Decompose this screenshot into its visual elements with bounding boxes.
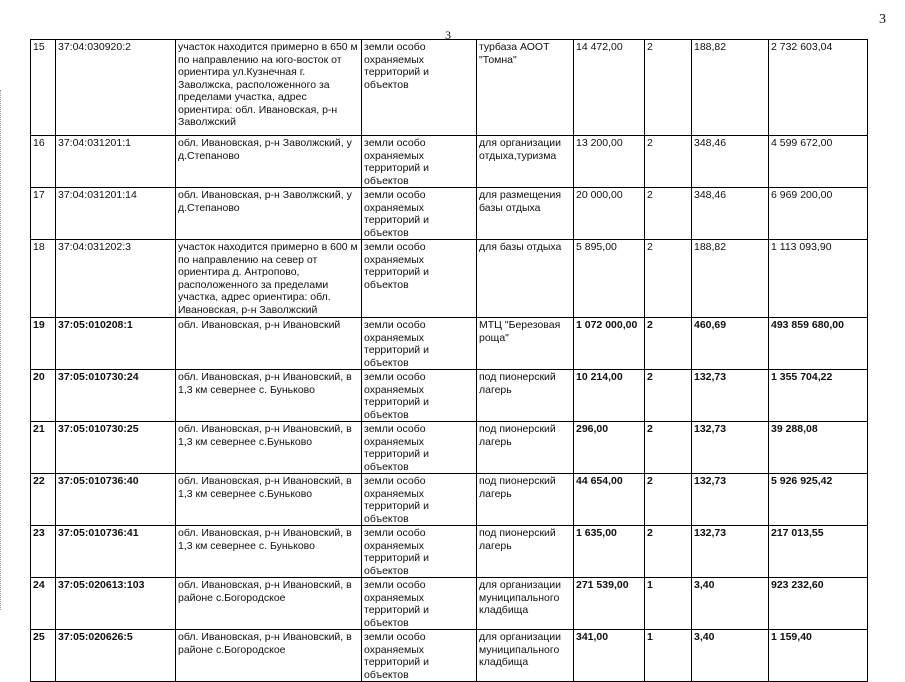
page-number-corner: 3 xyxy=(879,12,886,27)
cadastral-value: 1 113 093,90 xyxy=(769,240,868,318)
location: обл. Ивановская, р-н Ивановский, в 1,3 км севернее с.Буньково xyxy=(176,474,362,526)
location: обл. Ивановская, р-н Ивановский, в 1,3 км севернее с. Буньково xyxy=(176,370,362,422)
cadastral-value: 493 859 680,00 xyxy=(769,318,868,370)
row-number: 22 xyxy=(31,474,56,526)
permitted-use: под пионерский лагерь xyxy=(477,422,574,474)
area: 20 000,00 xyxy=(574,188,645,240)
area: 5 895,00 xyxy=(574,240,645,318)
area: 1 072 000,00 xyxy=(574,318,645,370)
table-row xyxy=(31,474,868,526)
cadastral-value: 2 732 603,04 xyxy=(769,40,868,136)
permitted-use: под пионерский лагерь xyxy=(477,526,574,578)
row-number: 20 xyxy=(31,370,56,422)
table-row xyxy=(31,578,868,630)
area: 10 214,00 xyxy=(574,370,645,422)
scan-margin-artifact xyxy=(0,90,6,610)
permitted-use: для организации муниципального кладбища xyxy=(477,578,574,630)
group: 1 xyxy=(645,630,692,682)
land-category: земли особо охраняемых территорий и объектов xyxy=(362,370,477,422)
land-category: земли особо охраняемых территорий и объектов xyxy=(362,422,477,474)
permitted-use: для базы отдыха xyxy=(477,240,574,318)
table-row xyxy=(31,630,868,682)
rate: 132,73 xyxy=(692,370,769,422)
page-number: 3 xyxy=(445,28,451,42)
permitted-use: для организации отдыха,туризма xyxy=(477,136,574,188)
location: участок находится примерно в 650 м по направлению на юго-восток от ориентира ул.Кузнечная г. Заволжска, расположенного за пределами участка, адрес ориентира: обл. Ивановская, р-н Заволжский xyxy=(176,40,362,136)
row-number: 24 xyxy=(31,578,56,630)
land-category: земли особо охраняемых территорий и объектов xyxy=(362,578,477,630)
permitted-use: турбаза АООТ "Томна" xyxy=(477,40,574,136)
rate: 132,73 xyxy=(692,526,769,578)
group: 1 xyxy=(645,578,692,630)
area: 271 539,00 xyxy=(574,578,645,630)
cadastral-number: 37:04:031201:1 xyxy=(56,136,176,188)
group: 2 xyxy=(645,422,692,474)
land-category: земли особо охраняемых территорий и объектов xyxy=(362,474,477,526)
permitted-use: для размещения базы отдыха xyxy=(477,188,574,240)
table-row xyxy=(31,370,868,422)
table-row xyxy=(31,318,868,370)
table-row xyxy=(31,422,868,474)
cadastral-value: 923 232,60 xyxy=(769,578,868,630)
group: 2 xyxy=(645,370,692,422)
row-number: 15 xyxy=(31,40,56,136)
row-number: 25 xyxy=(31,630,56,682)
land-category: земли особо охраняемых территорий и объектов xyxy=(362,40,477,136)
land-category: земли особо охраняемых территорий и объектов xyxy=(362,526,477,578)
cadastral-value: 39 288,08 xyxy=(769,422,868,474)
cadastral-number: 37:05:020626:5 xyxy=(56,630,176,682)
cadastral-number: 37:05:010736:40 xyxy=(56,474,176,526)
rate: 348,46 xyxy=(692,136,769,188)
group: 2 xyxy=(645,526,692,578)
location: участок находится примерно в 600 м по направлению на север от ориентира д. Антропово, расположенного за пределами участка, адрес ориентира: обл. Ивановская, р-н Заволжский xyxy=(176,240,362,318)
table-row xyxy=(31,40,868,136)
area: 44 654,00 xyxy=(574,474,645,526)
location: обл. Ивановская, р-н Ивановский xyxy=(176,318,362,370)
row-number: 21 xyxy=(31,422,56,474)
land-category: земли особо охраняемых территорий и объектов xyxy=(362,318,477,370)
cadastral-number: 37:05:010208:1 xyxy=(56,318,176,370)
rate: 348,46 xyxy=(692,188,769,240)
cadastral-value: 4 599 672,00 xyxy=(769,136,868,188)
cadastral-value: 1 355 704,22 xyxy=(769,370,868,422)
cadastral-number: 37:05:020613:103 xyxy=(56,578,176,630)
row-number: 16 xyxy=(31,136,56,188)
cadastral-value: 6 969 200,00 xyxy=(769,188,868,240)
row-number: 17 xyxy=(31,188,56,240)
area: 296,00 xyxy=(574,422,645,474)
row-number: 23 xyxy=(31,526,56,578)
land-category: земли особо охраняемых территорий и объектов xyxy=(362,630,477,682)
area: 14 472,00 xyxy=(574,40,645,136)
table-row xyxy=(31,136,868,188)
rate: 460,69 xyxy=(692,318,769,370)
group: 2 xyxy=(645,40,692,136)
rate: 132,73 xyxy=(692,422,769,474)
land-plots-table xyxy=(30,39,868,682)
cadastral-number: 37:04:031201:14 xyxy=(56,188,176,240)
area: 1 635,00 xyxy=(574,526,645,578)
cadastral-number: 37:04:031202:3 xyxy=(56,240,176,318)
rate: 3,40 xyxy=(692,578,769,630)
table-row xyxy=(31,526,868,578)
location: обл. Ивановская, р-н Ивановский, в 1,3 км севернее с.Буньково xyxy=(176,422,362,474)
location: обл. Ивановская, р-н Ивановский, в 1,3 км севернее с. Буньково xyxy=(176,526,362,578)
area: 13 200,00 xyxy=(574,136,645,188)
cadastral-number: 37:05:010736:41 xyxy=(56,526,176,578)
cadastral-number: 37:04:030920:2 xyxy=(56,40,176,136)
cadastral-value: 217 013,55 xyxy=(769,526,868,578)
permitted-use: под пионерский лагерь xyxy=(477,370,574,422)
location: обл. Ивановская, р-н Ивановский, в районе с.Богородское xyxy=(176,630,362,682)
location: обл. Ивановская, р-н Заволжский, у д.Степаново xyxy=(176,188,362,240)
rate: 132,73 xyxy=(692,474,769,526)
table-row xyxy=(31,240,868,318)
land-category: земли особо охраняемых территорий и объектов xyxy=(362,240,477,318)
land-category: земли особо охраняемых территорий и объектов xyxy=(362,136,477,188)
rate: 3,40 xyxy=(692,630,769,682)
rate: 188,82 xyxy=(692,240,769,318)
area: 341,00 xyxy=(574,630,645,682)
group: 2 xyxy=(645,188,692,240)
table-row xyxy=(31,188,868,240)
cadastral-value: 1 159,40 xyxy=(769,630,868,682)
permitted-use: под пионерский лагерь xyxy=(477,474,574,526)
group: 2 xyxy=(645,318,692,370)
cadastral-value: 5 926 925,42 xyxy=(769,474,868,526)
location: обл. Ивановская, р-н Ивановский, в районе с.Богородское xyxy=(176,578,362,630)
group: 2 xyxy=(645,474,692,526)
group: 2 xyxy=(645,136,692,188)
rate: 188,82 xyxy=(692,40,769,136)
permitted-use: для организации муниципального кладбища xyxy=(477,630,574,682)
cadastral-number: 37:05:010730:24 xyxy=(56,370,176,422)
land-category: земли особо охраняемых территорий и объектов xyxy=(362,188,477,240)
group: 2 xyxy=(645,240,692,318)
permitted-use: МТЦ "Березовая роща" xyxy=(477,318,574,370)
location: обл. Ивановская, р-н Заволжский, у д.Степаново xyxy=(176,136,362,188)
row-number: 19 xyxy=(31,318,56,370)
cadastral-number: 37:05:010730:25 xyxy=(56,422,176,474)
row-number: 18 xyxy=(31,240,56,318)
